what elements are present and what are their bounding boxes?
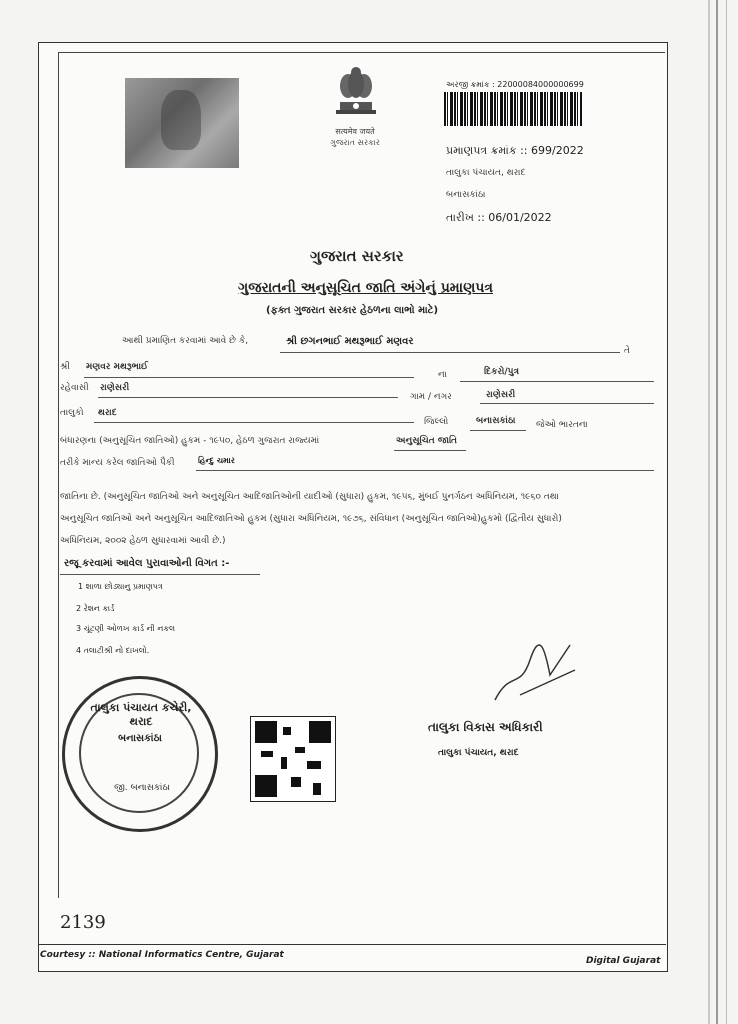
caste: હિન્દુ ચમાર xyxy=(198,456,235,465)
signatory-title: તાલુકા વિકાસ અધિકારી xyxy=(428,720,543,734)
legal-para-line3: અધિનિયમ, ૨૦૦૨ હેઠળ સુધારવામાં આવી છે.) xyxy=(60,536,226,546)
taluka: થરાદ xyxy=(98,408,117,418)
handwritten-number: 2139 xyxy=(60,912,106,933)
india-text: જેઓ ભારતના xyxy=(536,420,588,430)
document-item: 2 રેશન કાર્ડ xyxy=(76,604,115,613)
certificate-title: ગુજરાતની અનુસૂચિત જાતિ અંગેનું પ્રમાણપત્ર xyxy=(238,280,494,296)
category: અનુસૂચિત જાતિ xyxy=(396,436,457,446)
signatory-office: તાલુકા પંચાયત, થરાદ xyxy=(438,748,519,758)
signature-scribble xyxy=(490,640,580,710)
relation: દિકરો/પુત્ર xyxy=(484,367,519,377)
certificate-number: પ્રમાણપત્ર ક્રમાંક :: 699/2022 xyxy=(446,144,584,157)
father-name: મણવર મથરૂભાઈ xyxy=(86,362,148,372)
seal-middle-text: બનાસકાંઠા xyxy=(118,733,162,744)
certificate-subtitle: (ફક્ત ગુજરાત સરકાર હેઠળના લાભો માટે) xyxy=(266,305,439,316)
seal-bottom-text: જી. બનાસકાંઠા xyxy=(114,783,170,793)
ashoka-emblem-icon xyxy=(326,62,386,122)
digital-gujarat-label: Digital Gujarat xyxy=(586,956,661,966)
document-item: 1 શાળા છોડ્યાનુ પ્રમાણપત્ર xyxy=(78,582,163,591)
issue-date: તારીખ :: 06/01/2022 xyxy=(446,211,552,224)
barcode xyxy=(444,92,582,126)
na-label: ના xyxy=(438,370,447,380)
taluka-label: તાલુકો xyxy=(60,408,84,418)
emblem-gov-label: ગુજરાત સરકાર xyxy=(330,138,380,147)
application-number: અરજી ક્રમાંક : 22000084000000699 xyxy=(446,80,584,89)
village-label: ગામ / નગર xyxy=(410,392,452,402)
document-item: 3 ચૂંટણી ઓળખ કાર્ડ ની નકલ xyxy=(76,624,176,633)
legal-para-line1: જાતિના છે. (અનુસૂચિત જાતિઓ અને અનુસૂચિત આદિજાતિઓની યાદીઓ (સુધારા) હુકમ, ૧૯૫૬, મુંબઈ પુનર્ગઠન અધિનિયમ, ૧૯૬૦ તથા xyxy=(60,492,559,502)
district-label: જિલ્લો xyxy=(424,417,449,427)
village: રાણેસરી xyxy=(486,390,516,400)
qr-code xyxy=(250,716,336,802)
shri-label: શ્રી xyxy=(60,362,70,372)
holder-name: શ્રી છગનભાઈ મથરૂભાઈ મણવર xyxy=(286,336,414,347)
issuing-office: તાલુકા પંચાયત, થરાદ xyxy=(446,168,526,178)
scan-edge xyxy=(700,0,738,1024)
office-seal xyxy=(62,676,218,832)
certify-text: આથી પ્રમાણિત કરવામાં આવે છે કે, xyxy=(122,336,249,346)
caste-label: તરીકે માન્ય કરેલ જાતિઓ પૈકી xyxy=(60,458,175,468)
te-label: તે xyxy=(624,346,630,356)
footer-divider xyxy=(38,944,666,945)
applicant-photo xyxy=(125,78,239,168)
courtesy-text: Courtesy :: National Informatics Centre, Gujarat xyxy=(40,950,284,960)
document-item: 4 તલાટીશ્રી નો દાખલો. xyxy=(76,646,150,655)
order-text: બંધારણના (અનુસૂચિત જાતિઓ) હુકમ - ૧૯૫૦, હેઠળ ગુજરાત રાજ્યમાં xyxy=(60,436,320,446)
issuing-district: બનાસકાંઠા xyxy=(446,190,486,200)
district: બનાસકાંઠા xyxy=(476,416,516,426)
residence-label: રહેવાસી xyxy=(60,383,89,393)
seal-top-text: તાલુકા પંચાયત કચેરી, થરાદ xyxy=(90,701,192,728)
residence: રાણેસરી xyxy=(100,383,130,393)
legal-para-line2: અનુસૂચિત જાતિઓ અને અનુસૂચિત આદિજાતિઓ હુકમ (સુધારા અધિનિયમ, ૧૯૭૬, સંવિધાન (અનુસૂચિત જાતિઓ)હુકમો (દ્વિતીય સુધારો) xyxy=(60,514,562,524)
documents-heading: રજૂ કરવામાં આવેલ પુરાવાઓની વિગત :- xyxy=(64,558,230,569)
emblem-motto: सत्यमेव जयते xyxy=(335,127,375,136)
government-title: ગુજરાત સરકાર xyxy=(310,247,404,265)
